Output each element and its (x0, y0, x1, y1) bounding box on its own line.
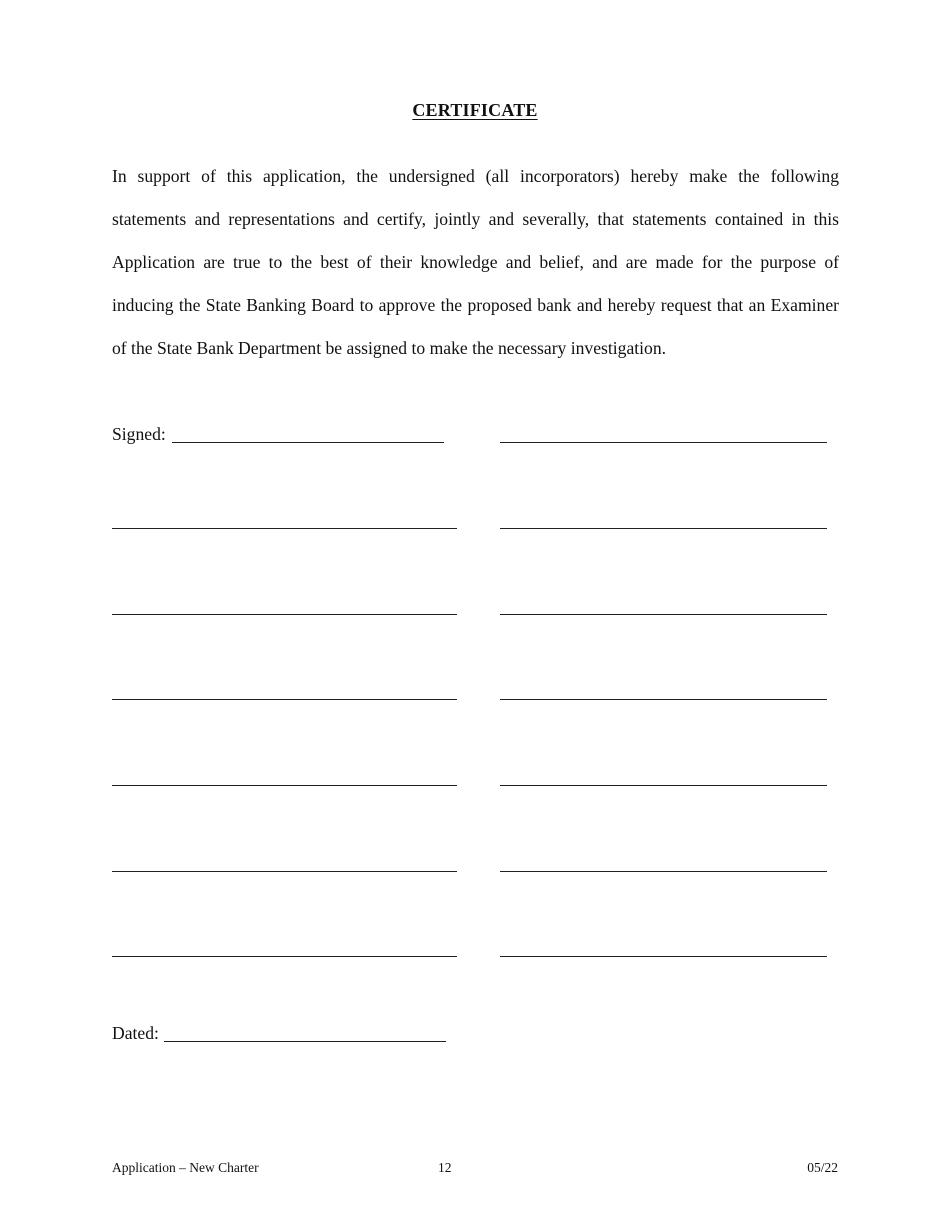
signature-line-4-left[interactable] (112, 699, 457, 700)
signature-line-6-left[interactable] (112, 871, 457, 872)
signature-line-5-right[interactable] (500, 785, 827, 786)
signature-line-3-left[interactable] (112, 614, 457, 615)
signature-line-5-left[interactable] (112, 785, 457, 786)
date-line[interactable] (164, 1041, 446, 1042)
signature-line-7-left[interactable] (112, 956, 457, 957)
certificate-paragraph: In support of this application, the undersigned (all incorporators) hereby make the following statements and representations and certify, jointly and severally, that statements contained in this Application are true to the best of their knowledge and belief, and are made for the purpose of inducing the State Banking Board to approve the proposed bank and hereby request that an Examiner of the State Bank Department be assigned to make the necessary investigation. (112, 166, 839, 358)
page-title: CERTIFICATE (412, 100, 538, 120)
signature-line-1-right[interactable] (500, 442, 827, 443)
signed-label: Signed: (112, 424, 166, 444)
signature-line-2-right[interactable] (500, 528, 827, 529)
footer-left: Application – New Charter (112, 1160, 259, 1175)
dated-label: Dated: (112, 1023, 159, 1043)
signature-line-6-right[interactable] (500, 871, 827, 872)
page-number: 12 (438, 1160, 452, 1175)
signature-line-4-right[interactable] (500, 699, 827, 700)
signature-line-2-left[interactable] (112, 528, 457, 529)
signature-line-3-right[interactable] (500, 614, 827, 615)
signature-line-7-right[interactable] (500, 956, 827, 957)
signature-line-1-left[interactable] (172, 442, 444, 443)
footer-right: 05/22 (807, 1160, 838, 1175)
